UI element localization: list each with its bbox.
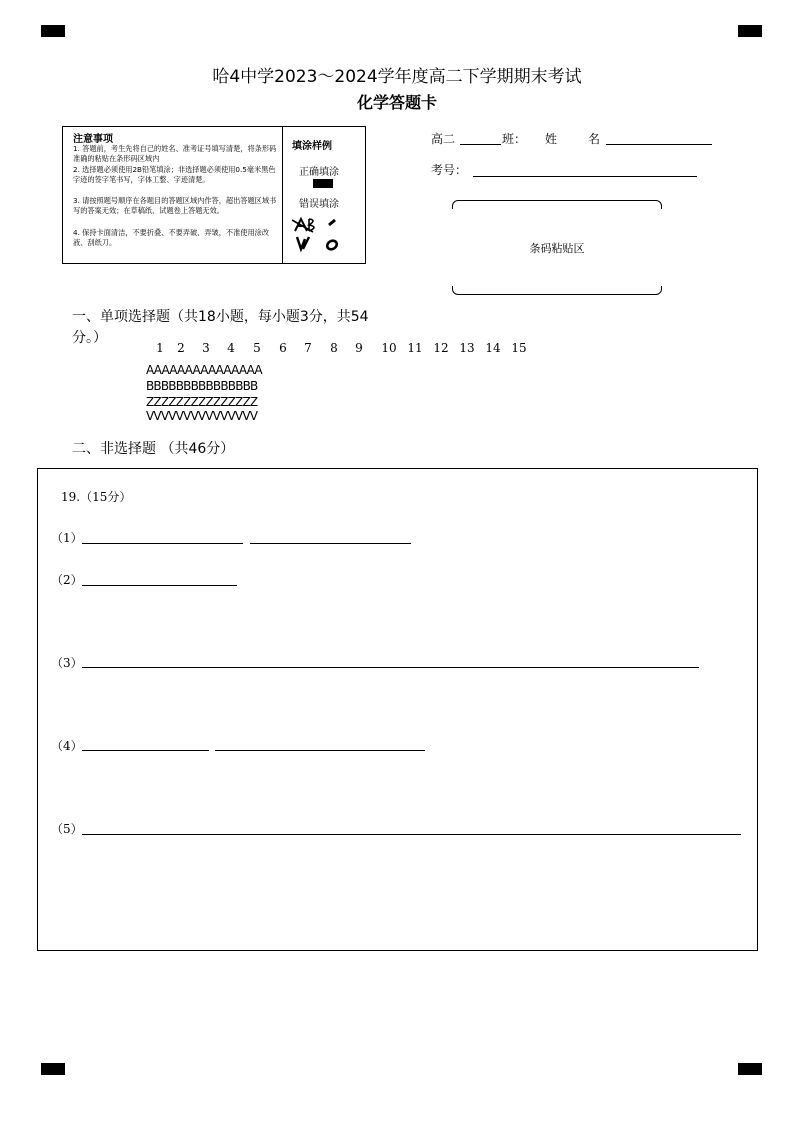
question-number: 13 — [459, 341, 475, 355]
question-number: 2 — [177, 341, 185, 355]
part-3-label: （3） — [51, 656, 83, 670]
grade-label: 高二 — [431, 132, 456, 146]
part-2-label: （2） — [51, 573, 83, 587]
registration-mark-bottom-left — [41, 1063, 65, 1075]
option-row-b[interactable]: BBBBBBBBBBBBBBB — [146, 379, 258, 393]
part-1-answer-line-1[interactable] — [82, 529, 243, 544]
notice-heading: 注意事项 — [73, 134, 113, 145]
registration-mark-bottom-right — [738, 1063, 762, 1075]
question-number: 1 — [156, 341, 164, 355]
barcode-label: 条码粘贴区 — [529, 242, 585, 255]
question-number: 9 — [355, 341, 363, 355]
part-1-answer-line-2[interactable] — [250, 529, 411, 544]
question-number: 15 — [511, 341, 527, 355]
sample-heading: 填涂样例 — [292, 141, 332, 152]
part-4-answer-line-2[interactable] — [215, 736, 425, 751]
question-number: 5 — [253, 341, 261, 355]
sample-filled-bubble — [313, 179, 333, 188]
name-label-char-1: 姓 — [545, 132, 558, 146]
notice-item: 4. 保持卡面清洁，不要折叠、不要弄破、弄皱，不准使用涂改液、刮纸刀。 — [73, 228, 270, 248]
question-number: 14 — [485, 341, 501, 355]
part-4-answer-line-1[interactable] — [82, 736, 209, 751]
question-number: 3 — [202, 341, 210, 355]
exam-number-label: 考号： — [431, 163, 468, 177]
card-title: 化学答题卡 — [356, 93, 437, 112]
class-input-line[interactable] — [460, 130, 501, 145]
registration-mark-top-left — [41, 25, 65, 37]
name-input-line[interactable] — [606, 130, 712, 145]
question-number: 6 — [279, 341, 287, 355]
notice-item: 2. 选择题必须使用2B铅笔填涂；非选择题必须使用0.5毫米黑色字迹的签字笔书写，字体工整、字迹清楚。 — [73, 165, 276, 185]
notice-item: 3. 请按照题号顺序在各题目的答题区域内作答，超出答题区域书写的答案无效；在草稿纸、试题卷上答题无效。 — [73, 196, 277, 216]
part-5-answer-line[interactable] — [82, 820, 741, 835]
section1-title-cont: 分。） — [72, 330, 107, 346]
question-number: 8 — [330, 341, 338, 355]
sample-wrong-label: 错误填涂 — [299, 199, 339, 210]
section2-title: 二、非选择题 （共46分） — [72, 441, 235, 457]
section1-title: 一、单项选择题（共18小题，每小题3分，共54 — [72, 309, 369, 325]
part-2-answer-line[interactable] — [82, 571, 237, 586]
exam-number-input-line[interactable] — [473, 162, 697, 177]
option-row-d[interactable]: VVVVVVVVVVVVVVV — [146, 409, 258, 423]
registration-mark-top-right — [738, 25, 762, 37]
notice-panel — [63, 127, 283, 263]
exam-title: 哈4中学2023～2024学年度高二下学期期末考试 — [212, 67, 582, 87]
question-number: 7 — [304, 341, 312, 355]
notice-box — [62, 126, 366, 264]
question-number: 12 — [433, 341, 449, 355]
notice-item: 1. 答题前，考生先将自己的姓名、准考证号填写清楚，将条形码准确的粘贴在条形码区域内 — [73, 144, 277, 164]
question-number: 4 — [227, 341, 235, 355]
option-row-a[interactable]: AAAAAAAAAAAAAAA — [146, 363, 262, 377]
question-19-label: 19.（15分） — [61, 490, 132, 504]
part-3-answer-line[interactable] — [82, 653, 699, 668]
question-number: 10 — [381, 341, 397, 355]
question-number: 11 — [407, 341, 423, 355]
wrong-fill-examples-icon — [289, 215, 349, 255]
name-label-char-2: 名 — [588, 132, 601, 146]
part-4-label: （4） — [51, 739, 83, 753]
part-1-label: （1） — [51, 531, 83, 545]
option-row-c[interactable]: ZZZZZZZZZZZZZZZ — [146, 395, 258, 409]
part-5-label: （5） — [51, 822, 83, 836]
answer-box-q19 — [37, 468, 758, 951]
sample-correct-label: 正确填涂 — [299, 167, 339, 178]
class-label: 班： — [502, 132, 527, 146]
barcode-area — [452, 200, 662, 295]
